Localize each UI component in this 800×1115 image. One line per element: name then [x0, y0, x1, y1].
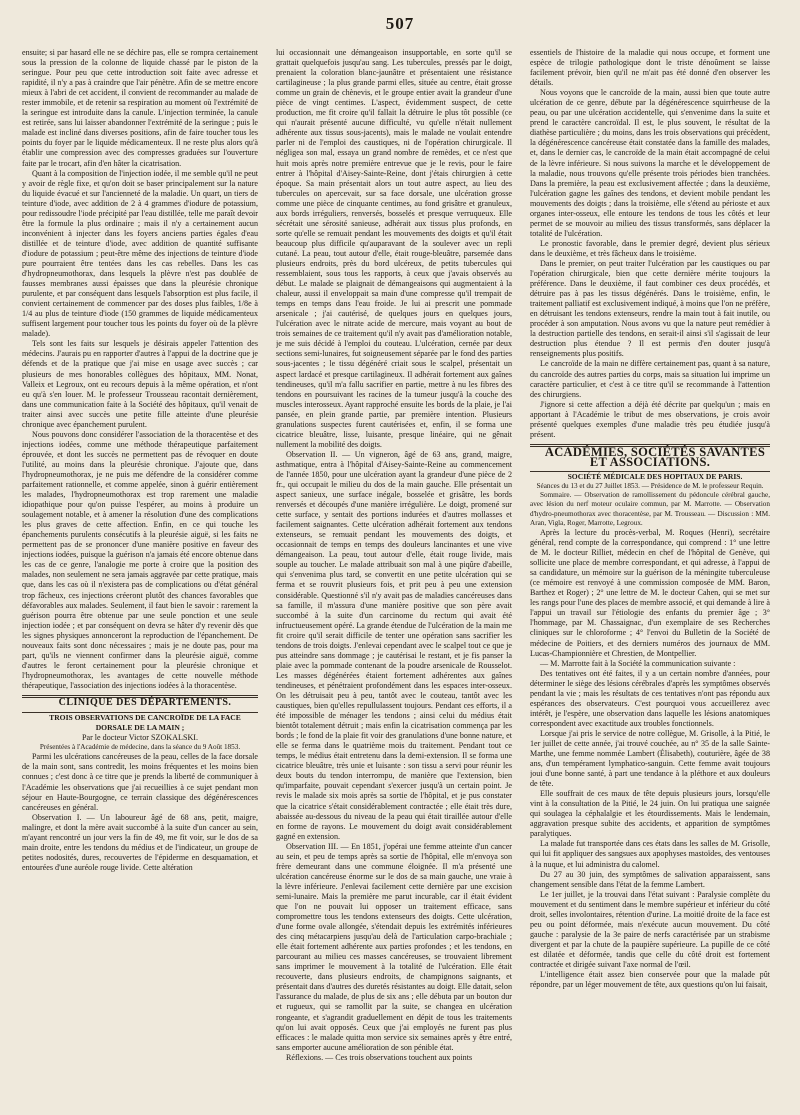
- paragraph: essentiels de l'histoire de la maladie qui nous occupe, et forment une espèce de trilogie pathologique dont le triste dénoûment se laisse facilement prévoir, bien qu'il ne m'ait pas été donné d'en observer les détails.: [530, 48, 770, 88]
- paragraph: Des tentatives ont été faites, il y a un certain nombre d'années, pour déterminer le siège des lésions cérébrales d'après les symptômes observés pendant la vie ; mais les résultats de ces tentatives n'ont pas répondu aux espérances des observateurs. C'est pourquoi vous accueillerez avec intérêt, je l'espère, une observation dans laquelle les lésions anatomiques correspondent avec exactitude aux troubles fonctionnels.: [530, 668, 770, 728]
- paragraph: Elle souffrait de ces maux de tête depuis plusieurs jours, lorsqu'elle vint à la consultation de la Pitié, le 24 juin. On lui pratiqua une saignée qui soulagea la céphalalgie et les étourdissements. Mais le lendemain, aggravation presque subite des accidents, et apparition de symptômes paralytiques.: [530, 789, 770, 839]
- paragraph: Parmi les ulcérations cancéreuses de la peau, celles de la face dorsale de la main sont, sans contredit, les moins fréquentes et les moins bien connues ; c'est donc à ce titre que je prends la liberté de communiquer à l'Académie les observations que j'ai recueillies à ce sujet pendant mon séjour en Haute-Bourgogne, ce terrain classique des dégénérescences cancéreuses en général.: [22, 752, 258, 812]
- paragraph: Le 1er juillet, je la trouvai dans l'état suivant : Paralysie complète du mouvement et du sentiment dans le membre supérieur et inférieur du côté droit, selles involontaires, rétention d'urine. La moitié droite de la face est peu ou point déformée, mais n'exécute aucun mouvement. Du côté gauche : paralysie de la 3e paire de nerfs caractérisée par un strabisme divergent et par la chute de la paupière supérieure. La pupille de ce côté est dilatée et déformée, tandis que celle du côté droit est fortement contractée et dirigée suivant l'axe normal de l'œil.: [530, 889, 770, 969]
- section-title: CLINIQUE DES DÉPARTEMENTS.: [58, 697, 232, 708]
- paragraph: Du 27 au 30 juin, des symptômes de salivation apparaissent, sans changement sensible dans l'état de la femme Lambert.: [530, 869, 770, 889]
- paragraph: Le pronostic favorable, dans le premier degré, devient plus sérieux dans le deuxième, et très fâcheux dans le troisième.: [530, 238, 770, 258]
- paragraph: La malade fut transportée dans ces états dans les salles de M. Grisolle, qui lui fit appliquer des sangsues aux apophyses mastoïdes, des ventouses à la nuque, et lui administra du calomel.: [530, 839, 770, 869]
- paragraph: J'ignore si cette affection a déjà été décrite par quelqu'un ; mais en apportant à l'Académie le tribut de mes observations, je crois avoir présenté quelques exemples d'une maladie très peu étudiée jusqu'à présent.: [530, 399, 770, 439]
- paragraph: Le cancroïde de la main ne diffère certainement pas, quant à sa nature, du cancroïde des autres parties du corps, mais sa situation lui imprime un caractère particulier, et c'est à ce titre qu'il se recommande à l'attention des chirurgiens.: [530, 359, 770, 399]
- article-author: Par le docteur Victor SZOKALSKI.: [81, 733, 199, 743]
- paragraph: Lorsque j'ai pris le service de notre collègue, M. Grisolle, à la Pitié, le 1er juillet de cette année, j'ai trouvé couchée, au n° 35 de la salle Sainte-Marthe, une femme nommée Lambert (Élisabeth), couturière, âgée de 38 ans, d'un tempérament lymphatico-sanguin. Cette femme avait toujours joui d'une bonne santé, à part une tendance à la pléthore et aux douleurs de tête.: [530, 728, 770, 789]
- summary: Sommaire. — Observation de ramollissement du pédoncule cérébral gauche, avec lésion du nerf moteur oculaire commun, par M. Marrotte. — Observation d'hydro-pneumothorax avec thoracentèse, par M. Trousseau. — Discussion : MM. Aran, Vigla, Roger, Marrotte, Legroux.: [530, 491, 770, 527]
- paragraph: Après la lecture du procès-verbal, M. Roques (Henri), secrétaire général, rend compte de la correspondance, qui comprend : 1° une lettre de M. le docteur Rilliet, médecin en chef de l'hôpital de Genève, qui sollicite une place de membre correspondant, et qui adresse, à l'appui de sa candidature, un mémoire sur la guérison de la méningite tuberculeuse (ce mémoire est renvoyé à une commission composée de MM. Baron, Barthez et Roger) ; 2° une lettre de M. le docteur Cahen, qui se met sur les rangs pour l'une des places de membre associé, et qui demande à lire à l'appui un travail sur l'étiologie des enfants du premier âge ; 3° l'hommage, par M. Chassaignac, d'un exemplaire de ses Recherches cliniques sur le chloroforme ; 4° l'envoi du Bulletin de la Société de médecine de Poitiers, et des derniers numéros des journaux de MM. Lucas-Championnière et Chrestien, de Montpellier.: [530, 527, 770, 658]
- paragraph: lui occasionnait une démangeaison insupportable, en sorte qu'il se grattait quelquefois jusqu'au sang. Les tubercules, pressés par le doigt, prenaient la coloration blanc-jaunâtre et présentaient une résistance cartilagineuse ; la plus grande parmi elles, située au centre, était grosse comme un grain de chènevis, et le groupe entier avait la grandeur d'une pièce de vingt centimes. L'aspect, évidemment suspect, de cette production, me fit croire qu'il fallait la détruire le plus tôt possible (ce qui n'aurait présenté aucune difficulté, vu qu'elle n'était nullement adhérente aux tissus sous-jacents), mais le malade ne voulait entendre parler ni de l'emploi des caustiques, ni de l'opération chirurgicale. Il négligea son mal, essaya un grand nombre de remèdes, et ce n'est que huit mois après notre première entrevue que je le revis, pour le faire entrer à l'hôpital d'Aisey-Sainte-Reine, dont j'étais chirurgien à cette époque. Sa main présentait alors un tout autre aspect, au lieu des tubercules on apercevait, sur sa face dorsale, une ulcération grosse comme une pièce de cinquante centimes, au fond grisâtre et granuleux, aux bords irréguliers, renversés, bosselés et presque verruqueux. Elle sécrétait une sérosité sanieuse, adhérait aux tissus plus profonds, en sorte qu'elle se remuait pendant les mouvements des doigts et qu'il était beaucoup plus difficile qu'auparavant de la soulever avec un repli cutané. La peau, tout autour d'elle, était rouge-bleuâtre, parsemée dans plusieurs endroits, près du bord ulcéreux, de petits tubercules qui ressemblaient, sous tous les rapports, à ceux que j'avais observés au début. Le malade se plaignait de démangeaisons qui augmentaient à la chaleur, aussi il enveloppait sa main d'une compresse qu'il trempait de temps en temps dans l'eau froide. Je lui ai prescrit une pommade arsenicale ; j'ai cautérisé, de quelques jours en quelques jours, l'ulcération avec le nitrate acide de mercure, mais voyant au bout de trois semaines de ce traitement qu'il n'y avait pas d'amélioration notable, je me suis décidé à l'emploi du couteau. L'ulcération, cernée par deux sections semi-lunaires, fut soigneusement séparée par le fond des parties sous-jacentes ; le tissu dégénéré criait sous le scalpel, présentait un aspect lardacé et presque cartilagineux. Il adhérait fortement aux gaînes tendineuses, qu'il m'a fallu sacrifier en partie, mettre à nu les fibres des tendons en poursuivant les racines de la tumeur jusqu'à la couche des muscles interosseux. Ayant rapproché ensuite les bords de la plaie, je l'ai pansée, en plein grande partie, par première intention. Plusieurs granulations suspectes furent cautérisées et, enfin, il se forma une cicatrice bleuâtre, lisse, luisante, presque linéaire, qui ne gênait nullement la mobilité des doigts.: [276, 48, 512, 449]
- section-title: ACADÉMIES, SOCIÉTÉS SAVANTES ET ASSOCIATIONS.: [544, 444, 766, 469]
- session-line: Séances du 13 et du 27 Juillet 1853. — Présidence de M. le professeur Requin.: [536, 481, 764, 490]
- paragraph: Observation I. — Un laboureur âgé de 68 ans, petit, maigre, malingre, et dont la mère avait succombé à la suite d'un cancer au sein, m'ayant rencontré un jour vers la fin de 49, me fit voir, sur le dos de sa main droite, entre les tendons du médius et de l'indicateur, un groupe de petites nodosités, dures, recouvertes de l'épiderme en desquamation, et entourées d'une auréole rouge livide. Cette altération: [22, 812, 258, 872]
- paragraph: Nous voyons que le cancroïde de la main, aussi bien que toute autre ulcération de ce genre, débute par la dégénérescence squirrheuse de la peau, ou par une ulcération accidentelle, qui s'envenime dans la suite et prend le caractère cancroïdal. Il est, le plus souvent, le résultat de la diathèse particulière ; du moins, dans les trois observations qui précèdent, la dégénérescence cancéreuse était constatée dans la famille des malades, et, dans le dernier cas, le cancroïde de la main était accompagné de celui de la lèvre inférieure. Si nous suivons la marche et le développement de la maladie, nous trouvons qu'elle présente trois périodes bien tranchées. Dans la première, la peau est exclusivement affectée ; dans la deuxième, l'ulcération gagne les gaînes des tendons, et devient mobile pendant les mouvements des doigts ; dans la troisième, elle s'étend au périoste et aux organes inter-osseux, elle entoure les tendons de tous les côtés et leur permet de se mouvoir au milieu des tissus transformés, sans déplacer la totalité de l'ulcération.: [530, 88, 770, 238]
- paragraph: Quant à la composition de l'injection iodée, il me semble qu'il ne peut y avoir de règle fixe, et qu'on doit se baser principalement sur la nature du liquide évacué et sur l'ancienneté de la maladie. Un quart, un tiers de teinture d'iode, avec addition de 2 à 4 grammes d'iodure de potassium, pour redissoudre l'iode précipité par l'eau distillée, telle me paraît devoir être la formule la plus ordinaire ; mais il n'y a certainement aucun inconvénient à injecter dans les foyers anciens parties égales d'eau distillée et de teinture d'iode, avec addition de quantité suffisante d'iodure de potassium ; peut-être même des injections de teinture d'iode pure pourraient être tentées dans les cas rebelles. Dans les cas d'hydropneumothorax, dans lesquels la plèvre n'est pas doublée de fausses membranes aussi épaisses que dans la pleurésie chronique purulente, et par conséquent dans lesquels l'absorption est plus facile, il convient certainement de commencer par des doses plus faibles, 1/8e à 1/4 au plus de teinture d'iode (150 grammes de liquide médicamenteux suffisent largement pour toucher tous les points du foyer où de la plèvre malade).: [22, 168, 258, 339]
- paragraph: Observation III. — En 1851, j'opérai une femme atteinte d'un cancer au sein, et peu de temps après sa sortie de l'hôpital, elle m'envoya son frère demeurant dans une commune éloignée. Il m'a présenté une ulcération cancéreuse énorme sur le dos de sa main gauche, une vraie à la lèvre inférieure. J'enlevai facilement cette dernière par une excision semi-lunaire. Mais la première me parut incurable, car il était évident que l'on ne pouvait lui opposer un traitement efficace, sans compromettre tous les tendons extenseurs des doigts. Cette ulcération, d'une forme ovale allongée, s'étendait depuis les extrémités inférieures des cinq métacarpiens jusqu'au delà de l'articulation carpo-brachiale ; elle était fortement adhérente aux parties profondes ; et les tendons, en parcourant au milieu ces masses cancéreuses, se trouvaient librement sans imprimer le mouvement à la totalité de l'ulcération. Elle était recouverte, dans plusieurs endroits, de champignons saignants, et présentait dans d'autres des duretés résistantes au doigt. Elle datait, selon l'assurance du malade, de plus de six ans ; elle débuta par un bouton dur et rugueux, qui se ramollit par la suite, se changea en ulcération rongeante, et s'agrandit graduellement en dépit de tous les traitements qu'on lui avait opposés. Ceux que j'ai employés ne furent pas plus efficaces : le malade quitta mon service six semaines après y être entré, sans emporter aucune amélioration de son pénible état.: [276, 841, 512, 1052]
- paragraph: ensuite; si par hasard elle ne se déchire pas, elle se rompra certainement sous la pression de la colonne de liquide chassé par le piston de la seringue. Pour peu que cette introduction soit faite avec adresse et rapidité, il n'y a pas à craindre que l'air pénètre. Afin de se mettre encore mieux à l'abri de cet accident, il convient de recommander au malade de rester immobile, et de retenir sa respiration au moment où l'extrémité de la seringue est introduite dans la canule. L'injection terminée, la canule est retirée, sans lui laisser abandonner l'extrémité de la seringue ; puis le malade est incliné dans diverses positions, afin de faire toucher tous les points du foyer par le liquide médicamenteux. Il ne reste plus alors qu'à établir une compression avec des compresses graduées sur l'ouverture faite par le trocart, afin d'en hâter la cicatrisation.: [22, 48, 258, 168]
- article-title: TROIS OBSERVATIONS DE CANCROÏDE DE LA FACE DORSALE DE LA MAIN ;: [49, 713, 241, 733]
- page-number: 507: [385, 14, 415, 33]
- column-right: [530, 48, 770, 1106]
- society-title: SOCIÉTÉ MÉDICALE DES HOPITAUX DE PARIS.: [567, 471, 743, 481]
- column-left: [22, 48, 258, 1106]
- column-middle: [276, 48, 512, 1106]
- paragraph: Réflexions. — Ces trois observations touchent aux points: [286, 1052, 473, 1062]
- paragraph: Nous pouvons donc considérer l'association de la thoracentèse et des injections iodées, comme une méthode thérapeutique parfaitement éprouvée, et dont les succès ne permettent pas de révoquer en doute l'utilité, au moins dans la pleurésie chronique. J'ajoute que, dans l'hydropneumothorax, je ne puis me défendre de la considérer comme parfaitement rationnelle, et comme appelée, sinon à guérir entièrement les malades, l'hydropneumothorax est trop rarement une maladie idiopathique pour qu'on puisse l'espérer, au moins à produire un soulagement notable, et à amener la résolution d'une des complications les plus graves de cette affection. Enfin, en ce qui touche les épanchements purulents consécutifs à la pleurésie aiguë, si les faits ne permettent pas de se prononcer d'une manière positive en faveur des injections iodées, puisque la guérison n'a jamais été encore obtenue dans les cas de ce genre, l'analogie me porte à croire que la position des malades, non seulement ne sera jamais aggravée par cette pratique, mais que, dans les cas où il n'existera pas de complications ou d'état général trop fâcheux, ces injections créeront plutôt des chances favorables que défavorables aux malades. Seulement, il faut bien le savoir : rarement la guérison pourra être obtenue par une seule ponction et une seule injection iodée ; et par conséquent on devra se hâter d'y revenir dès que les signes physiques annonceront la reproduction de l'épanchement. De nouveaux faits sont donc nécessaires ; mais je ne doute pas, pour ma part, qu'ils ne viennent confirmer dans la pleurésie aiguë, comme d'autres le feront certainement pour la pleurésie chronique et l'hydropneumothorax, les avantages de cette nouvelle méthode thérapeutique, l'association des injections iodées à la thoracentèse.: [22, 429, 258, 690]
- paragraph: — M. Marrotte fait à la Société la communication suivante :: [540, 658, 736, 668]
- paragraph: Dans le premier, on peut traiter l'ulcération par les caustiques ou par l'opération chirurgicale, bien que cette dernière mérite toujours la préférence. Dans le deuxième, il faut combiner ces deux procédés, et détruire pas à pas les tissus dégénérés. Dans le troisième, enfin, le traitement palliatif est exclusivement indiqué, à moins que l'on ne préfère, en détruisant les tendons extenseurs, rendre la main tout à fait inutile, ou procéder à son amputation. Nous avons vu que la nature peut remédier à la destruction partielle des tendons, en serait-il ainsi s'il s'agissait de leur destruction plus étendue ? Il est permis d'en douter jusqu'à renseignements plus positifs.: [530, 258, 770, 359]
- paragraph: Observation II. — Un vigneron, âgé de 63 ans, grand, maigre, asthmatique, entra à l'hôpital d'Aisey-Sainte-Reine au commencement de l'année 1850, pour une ulcération ayant la grandeur d'une pièce de 2 fr., qui occupait le milieu du dos de la main gauche. Elle présentait un aspect sanieux, une surface inégale, bosselée et grisâtre, les bords renversés et découpés d'une manière irrégulière. Le doigt, promené sur cette surface, y sentait des portions indurées et d'autres mollasses et facilement saignantes. Cette ulcération adhérait fortement aux tendons extenseurs, se remuait pendant les mouvements des doigts, et occasionnait de temps en temps des douleurs lancinantes et une vive démangeaison. La peau, tout autour d'elle, était rouge livide, mais souple au toucher. Le malade attribuait son mal à une piqûre d'abeille, qui s'envenima plus tard, se convertit en une petite ulcération qui se ferma et se rouvrit plusieurs fois, et prit peu à peu une extension considérable. Questionné s'il n'y avait pas de maladies cancéreuses dans sa famille, il m'assura d'une manière positive que son père avait succombé à la suite d'un carcinome du rectum qui avait été infructueusement opéré. La grande étendue de l'ulcération de la main me fit croire qu'il serait difficile de tenter une opération sans sacrifier les tendons de trois doigts. J'enlevai cependant avec le scalpel tout ce que je pus atteindre sans dommage ; je cautérisai le restant, et je fis panser la plaie avec la pommade contenant de la poudre arsenicale de Rousselot. Les masses dégénérées étaient fortement adhérentes aux gaînes tendineuses, et pénétraient profondément dans les espaces inter-osseux. On les détruisait peu à peu, tantôt avec le couteau, tantôt avec les caustiques, bien qu'elles repullulassent toujours. Pendant ces efforts, il a été impossible de ménager les tendons ; ainsi celui du médius était bientôt totalement détruit ; mais enfin la cicatrisation commença par les bords ; le fond de la plaie fit voir des granulations d'une bonne nature, et elle se ferma dans le quatrième mois du traitement. Pendant tout ce temps, le médius était entretenu dans la demi-extension. Il se forma une cicatrice bleuâtre, très unie et luisante : son tissu a servi pour réunir les deux bouts du tendon interrompu, de manière que l'extension, bien qu'imparfaite, pouvait cependant s'exercer jusqu'à un certain point. Je revis le malade six mois après sa sortie de l'hôpital, et je pus constater que la cicatrice s'était considérablement contractée ; elle était très dure, abaissée au-dessous du niveau de la peau qui était tiraillée autour d'elle en forme de rayons. Le mouvement du doigt avait considérablement gagné en extension.: [276, 449, 512, 841]
- paragraph: L'intelligence était assez bien conservée pour que la malade pût répondre, par un léger mouvement de tête, aux questions qu'on lui faisait,: [530, 970, 770, 990]
- article-presented: Présentées à l'Académie de médecine, dans la séance du 9 Août 1853.: [39, 743, 241, 752]
- paragraph: Tels sont les faits sur lesquels je désirais appeler l'attention des médecins. J'aurais pu en rapporter d'autres à l'appui de la doctrine que je défends et de la pratique que j'ai mise en usage avec succès ; car plusieurs de mes honorables collègues des hôpitaux, MM. Nonat, Valleix et Legroux, ont eu recours depuis à la même opération, et n'ont eu qu'à s'en louer. M. le professeur Trousseau racontait dernièrement, dans une communication faite à la Société des hôpitaux, qu'il venait de traiter ainsi avec succès une petite fille atteinte d'une pleurésie chronique avec épanchement purulent.: [22, 339, 258, 429]
